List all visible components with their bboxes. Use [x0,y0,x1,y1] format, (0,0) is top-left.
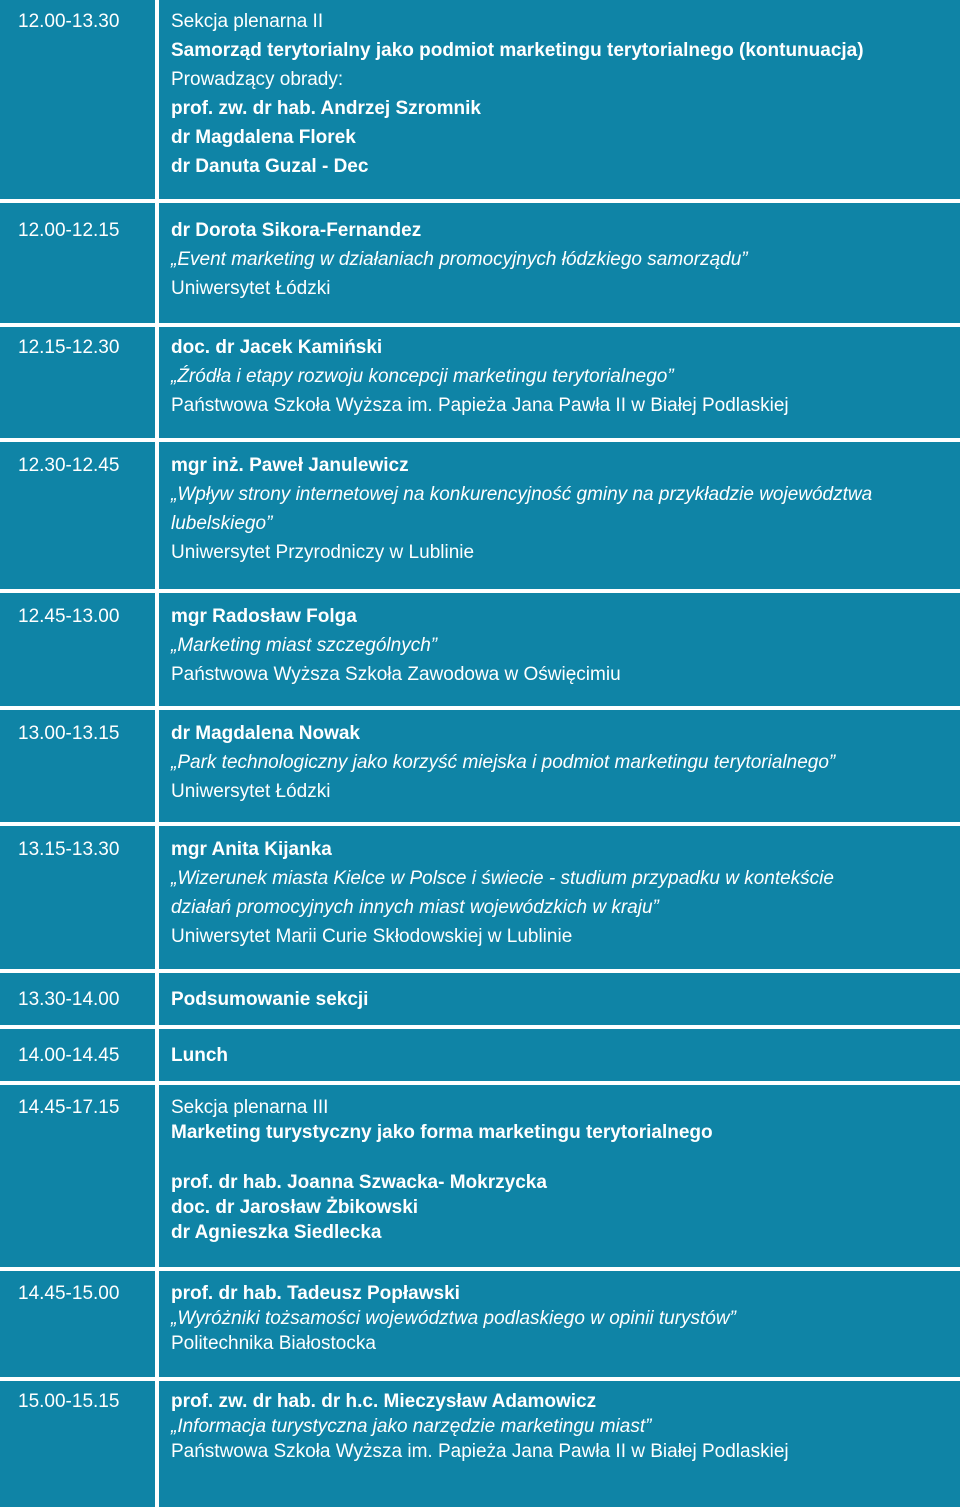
affiliation-or-label: Uniwersytet Łódzki [171,781,331,802]
session-details [159,1271,960,1377]
time-cell [0,327,155,438]
time-cell [0,973,155,1025]
time-label: 15.00-15.15 [18,1391,120,1412]
time-label: 12.45-13.00 [18,606,120,627]
session-details [159,203,960,323]
time-cell [0,1085,155,1267]
talk-title: „Park technologiczny jako korzyść miejska i podmiot marketingu terytorialnego” [171,752,836,773]
schedule-row [0,203,960,323]
speaker-or-heading: Samorząd terytorialny jako podmiot marketingu terytorialnego (kontunuacja) [171,40,864,61]
talk-title: „Wpływ strony internetowej na konkurencyjność gminy na przykładzie województwa [171,484,873,505]
talk-title: „Event marketing w działaniach promocyjnych łódzkiego samorządu” [171,249,748,270]
speaker-or-heading: dr Danuta Guzal - Dec [171,156,369,177]
session-details [159,1029,960,1081]
schedule-row [0,1029,960,1081]
schedule-row [0,442,960,589]
affiliation-or-label: Sekcja plenarna III [171,1097,329,1118]
speaker-or-heading: doc. dr Jacek Kamiński [171,337,383,358]
time-cell [0,0,155,199]
schedule-row [0,710,960,822]
time-cell [0,593,155,706]
affiliation-or-label [171,1145,952,1170]
time-cell [0,1271,155,1377]
speaker-or-heading: mgr Anita Kijanka [171,839,332,860]
time-label: 13.00-13.15 [18,723,120,744]
schedule-row [0,973,960,1025]
schedule-row [0,1381,960,1507]
time-label: 14.45-15.00 [18,1283,120,1304]
time-label: 12.15-12.30 [18,337,120,358]
talk-title: „Wizerunek miasta Kielce w Polsce i świecie - studium przypadku w kontekście [171,868,834,889]
speaker-or-heading: dr Magdalena Nowak [171,723,360,744]
affiliation-or-label: Prowadzący obrady: [171,69,344,90]
schedule-row [0,327,960,438]
talk-title: „Wyróżniki tożsamości województwa podlaskiego w opinii turystów” [171,1308,736,1329]
schedule-row [0,1271,960,1377]
speaker-or-heading: prof. dr hab. Tadeusz Popławski [171,1283,460,1304]
session-details [159,593,960,706]
session-details [159,442,960,589]
affiliation-or-label: Politechnika Białostocka [171,1333,376,1354]
session-details [159,826,960,969]
time-label: 12.00-13.30 [18,11,120,32]
schedule-row [0,0,960,199]
speaker-or-heading: doc. dr Jarosław Żbikowski [171,1197,419,1218]
speaker-or-heading: dr Dorota Sikora-Fernandez [171,220,422,241]
schedule-row [0,593,960,706]
affiliation-or-label: Państwowa Szkoła Wyższa im. Papieża Jana Pawła II w Białej Podlaskiej [171,1441,789,1462]
speaker-or-heading: Podsumowanie sekcji [171,989,369,1010]
speaker-or-heading: dr Agnieszka Siedlecka [171,1222,382,1243]
time-label: 12.00-12.15 [18,220,120,241]
schedule-row [0,1085,960,1267]
time-label: 14.00-14.45 [18,1045,120,1066]
session-details [159,327,960,438]
time-label: 13.15-13.30 [18,839,120,860]
affiliation-or-label: Uniwersytet Przyrodniczy w Lublinie [171,542,475,563]
session-details [159,1085,960,1267]
time-cell [0,710,155,822]
time-label: 12.30-12.45 [18,455,120,476]
affiliation-or-label: Państwowa Szkoła Wyższa im. Papieża Jana Pawła II w Białej Podlaskiej [171,395,789,416]
affiliation-or-label: Uniwersytet Marii Curie Skłodowskiej w Lublinie [171,926,573,947]
affiliation-or-label: Sekcja plenarna II [171,11,324,32]
talk-title: „Marketing miast szczególnych” [171,635,438,656]
affiliation-or-label: Uniwersytet Łódzki [171,278,331,299]
session-details [159,1381,960,1507]
time-label: 14.45-17.15 [18,1097,120,1118]
speaker-or-heading: mgr inż. Paweł Janulewicz [171,455,409,476]
time-cell [0,1381,155,1507]
speaker-or-heading: Lunch [171,1045,228,1066]
time-cell [0,442,155,589]
speaker-or-heading: mgr Radosław Folga [171,606,357,627]
talk-title: lubelskiego” [171,513,273,534]
time-cell [0,203,155,323]
session-details [159,0,960,199]
session-details [159,973,960,1025]
time-cell [0,826,155,969]
schedule-row [0,826,960,969]
session-details [159,710,960,822]
talk-title: działań promocyjnych innych miast wojewódzkich w kraju” [171,897,659,918]
speaker-or-heading: prof. zw. dr hab. dr h.c. Mieczysław Adamowicz [171,1391,597,1412]
affiliation-or-label: Państwowa Wyższa Szkoła Zawodowa w Oświęcimiu [171,664,621,685]
speaker-or-heading: Marketing turystyczny jako forma marketingu terytorialnego [171,1122,713,1143]
talk-title: „Informacja turystyczna jako narzędzie marketingu miast” [171,1416,652,1437]
speaker-or-heading: prof. zw. dr hab. Andrzej Szromnik [171,98,482,119]
speaker-or-heading: prof. dr hab. Joanna Szwacka- Mokrzycka [171,1172,547,1193]
speaker-or-heading: dr Magdalena Florek [171,127,356,148]
time-cell [0,1029,155,1081]
time-label: 13.30-14.00 [18,989,120,1010]
talk-title: „Źródła i etapy rozwoju koncepcji marketingu terytorialnego” [171,366,674,387]
